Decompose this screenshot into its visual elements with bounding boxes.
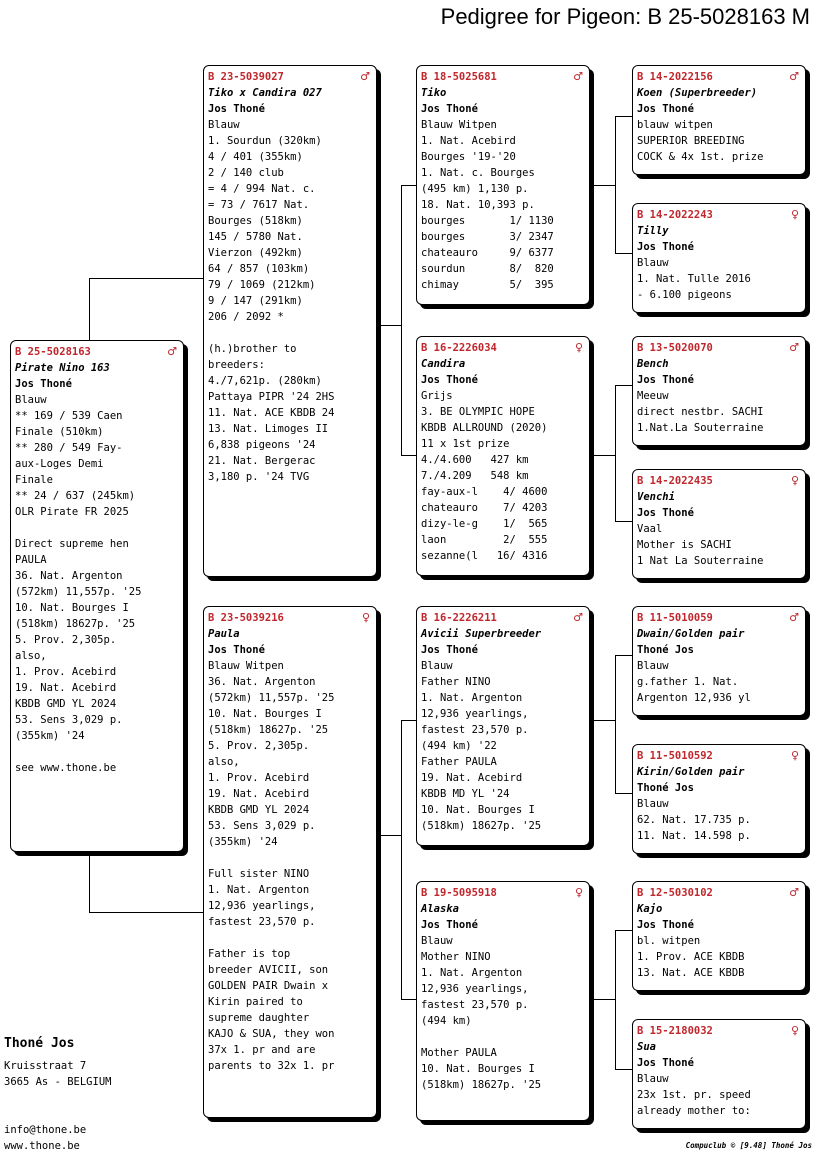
performance-line: bourges 1/ 1130	[421, 215, 554, 227]
performance-line: 1. Prov. Acebird	[15, 666, 117, 678]
performance-line: Mother NINO	[421, 951, 491, 963]
performance-line: = 73 / 7617 Nat.	[208, 199, 310, 211]
performance-line: 13. Nat. Limoges II	[208, 423, 329, 435]
performance-line: (518km) 18627p. '25	[208, 724, 329, 736]
pigeon-name: Sua	[637, 1041, 656, 1053]
owner-city: 3665 As - BELGIUM	[4, 1076, 112, 1088]
performance-line: supreme daughter	[208, 1012, 310, 1024]
performance-line: KBDB MD YL '24	[421, 788, 510, 800]
breeder-name: Jos Thoné	[637, 919, 694, 931]
performance-line: sourdun 8/ 820	[421, 263, 554, 275]
ring-number	[421, 885, 585, 901]
ring-number	[637, 207, 801, 223]
performance-line: 1. Nat. Argenton	[421, 967, 523, 979]
performance-line: ** 24 / 637 (245km)	[15, 490, 136, 502]
performance-line: SUPERIOR BREEDING	[637, 135, 745, 147]
pigeon-color: Blauw Witpen	[208, 660, 284, 672]
pigeon-name: Tiko x Candira 027	[208, 87, 322, 99]
performance-line: Direct supreme hen	[15, 538, 129, 550]
ring-number-text: B 15-2180032	[637, 1025, 713, 1037]
performance-line: fastest 23,570 p.	[421, 999, 529, 1011]
pigeon-color: Blauw	[421, 935, 453, 947]
pigeon-name: Pirate Nino 163	[15, 362, 110, 374]
performance-line: (355km) '24	[15, 730, 85, 742]
pigeon-card-dam-dam[interactable]	[416, 881, 590, 1121]
owner-name: Thoné Jos	[4, 1036, 75, 1051]
performance-line: 19. Nat. Acebird	[208, 788, 310, 800]
breeder-name: Jos Thoné	[421, 103, 478, 115]
pigeon-color: Vaal	[637, 523, 663, 535]
pigeon-card-sire-dam-dam[interactable]	[632, 469, 806, 579]
ring-number	[637, 748, 801, 764]
performance-line: Father PAULA	[421, 756, 497, 768]
performance-line: Father is top	[208, 948, 291, 960]
performance-line: ** 169 / 539 Caen	[15, 410, 123, 422]
pigeon-name: Bench	[637, 358, 669, 370]
performance-line: 13. Nat. ACE KBDB	[637, 967, 745, 979]
ring-number	[208, 610, 372, 626]
performance-line: 7./4.209 548 km	[421, 470, 529, 482]
performance-line: (518km) 18627p. '25	[15, 618, 136, 630]
ring-number	[421, 340, 585, 356]
performance-line: see www.thone.be	[15, 762, 117, 774]
performance-line: PAULA	[15, 554, 47, 566]
pigeon-color: Blauw	[637, 257, 669, 269]
performance-line: 3,180 p. '24 TVG	[208, 471, 310, 483]
performance-line: Father NINO	[421, 676, 491, 688]
performance-line: 11 x 1st prize	[421, 438, 510, 450]
breeder-name: Jos Thoné	[421, 374, 478, 386]
performance-line: Pattaya PIPR '24 2HS	[208, 391, 335, 403]
performance-line: Bourges '19-'20	[421, 151, 516, 163]
female-icon: ♀	[790, 208, 799, 221]
performance-line	[15, 520, 179, 536]
performance-line: 6,838 pigeons '24	[208, 439, 316, 451]
pigeon-name: Dwain/Golden pair	[637, 628, 745, 640]
performance-line: 64 / 857 (103km)	[208, 263, 310, 275]
pigeon-name: Koen (Superbreeder)	[637, 87, 758, 99]
pigeon-card-sire-dam-sire[interactable]	[632, 336, 806, 446]
breeder-name: Jos Thoné	[208, 103, 265, 115]
pigeon-color: Blauw	[208, 119, 240, 131]
breeder-name: Jos Thoné	[637, 374, 694, 386]
breeder-name: Jos Thoné	[637, 241, 694, 253]
performance-line	[208, 850, 372, 866]
ring-number-text: B 16-2226211	[421, 612, 497, 624]
breeder-name: Jos Thoné	[421, 644, 478, 656]
performance-line: (572km) 11,557p. '25	[208, 692, 335, 704]
performance-line: Mother PAULA	[421, 1047, 497, 1059]
male-icon: ♂	[167, 345, 177, 358]
performance-line: 5. Prov. 2,305p.	[15, 634, 117, 646]
performance-line: Kirin paired to	[208, 996, 303, 1008]
breeder-name: Jos Thoné	[637, 507, 694, 519]
performance-line: 10. Nat. Bourges I	[15, 602, 129, 614]
performance-line: laon 2/ 555	[421, 534, 548, 546]
performance-line: KAJO & SUA, they won	[208, 1028, 335, 1040]
pigeon-color: Blauw Witpen	[421, 119, 497, 131]
performance-line: 2 / 140 club	[208, 167, 284, 179]
performance-line: 1. Prov. ACE KBDB	[637, 951, 745, 963]
ring-number-text: B 18-5025681	[421, 71, 497, 83]
ring-number	[15, 344, 179, 360]
performance-line: (572km) 11,557p. '25	[15, 586, 142, 598]
female-icon: ♀	[574, 886, 583, 899]
pigeon-name: Kajo	[637, 903, 663, 915]
performance-line: 1.Nat.La Souterraine	[637, 422, 764, 434]
male-icon: ♂	[789, 341, 799, 354]
male-icon: ♂	[789, 886, 799, 899]
ring-number	[637, 340, 801, 356]
pigeon-name: Paula	[208, 628, 240, 640]
performance-line: (518km) 18627p. '25	[421, 820, 542, 832]
performance-line: aux-Loges Demi	[15, 458, 104, 470]
performance-line	[421, 1029, 585, 1045]
pigeon-card-dam-dam-dam[interactable]	[632, 1019, 806, 1129]
ring-number-text: B 11-5010059	[637, 612, 713, 624]
breeder-name: Thoné Jos	[637, 782, 694, 794]
breeder-name: Jos Thoné	[637, 103, 694, 115]
performance-line: 1 Nat La Souterraine	[637, 555, 764, 567]
performance-line: 9 / 147 (291km)	[208, 295, 303, 307]
pigeon-color: blauw witpen	[637, 119, 713, 131]
performance-line: chimay 5/ 395	[421, 279, 554, 291]
performance-line: (494 km) '22	[421, 740, 497, 752]
breeder-name: Thoné Jos	[637, 644, 694, 656]
performance-line: (494 km)	[421, 1015, 472, 1027]
page-title: Pedigree for Pigeon: B 25-5028163 M	[440, 4, 810, 29]
performance-line: 1. Nat. Acebird	[421, 135, 516, 147]
performance-line: also,	[15, 650, 47, 662]
pigeon-name: Tilly	[637, 225, 669, 237]
pigeon-card-dam-sire-dam[interactable]	[632, 744, 806, 854]
performance-line	[15, 744, 179, 760]
owner-email[interactable]: info@thone.be	[4, 1124, 87, 1136]
breeder-name: Jos Thoné	[421, 919, 478, 931]
performance-line: 10. Nat. Bourges I	[208, 708, 322, 720]
performance-line: GOLDEN PAIR Dwain x	[208, 980, 329, 992]
performance-line: fastest 23,570 p.	[208, 916, 316, 928]
ring-number-text: B 25-5028163	[15, 346, 91, 358]
pigeon-color: Blauw	[637, 798, 669, 810]
ring-number	[208, 69, 372, 85]
breeder-name: Jos Thoné	[15, 378, 72, 390]
performance-line: Bourges (518km)	[208, 215, 303, 227]
pigeon-color: Grijs	[421, 390, 453, 402]
performance-line: chateauro 7/ 4203	[421, 502, 548, 514]
pigeon-card-sire[interactable]	[203, 65, 377, 577]
ring-number-text: B 23-5039027	[208, 71, 284, 83]
performance-line: 10. Nat. Bourges I	[421, 804, 535, 816]
performance-line: 79 / 1069 (212km)	[208, 279, 316, 291]
female-icon: ♀	[790, 1024, 799, 1037]
performance-line: 4./7,621p. (280km)	[208, 375, 322, 387]
breeder-name: Jos Thoné	[637, 1057, 694, 1069]
ring-number	[637, 1023, 801, 1039]
performance-line	[208, 930, 372, 946]
female-icon: ♀	[790, 749, 799, 762]
performance-line: also,	[208, 756, 240, 768]
performance-line: chateauro 9/ 6377	[421, 247, 554, 259]
pigeon-card-dam[interactable]	[203, 606, 377, 1118]
performance-line: Mother is SACHI	[637, 539, 732, 551]
pigeon-color: bl. witpen	[637, 935, 701, 947]
performance-line: 1. Nat. Argenton	[208, 884, 310, 896]
performance-line: 3. BE OLYMPIC HOPE	[421, 406, 535, 418]
ring-number	[421, 610, 585, 626]
performance-line: 36. Nat. Argenton	[208, 676, 316, 688]
performance-line: 4./4.600 427 km	[421, 454, 529, 466]
pigeon-card-dam-sire-sire[interactable]	[632, 606, 806, 716]
ring-number	[637, 473, 801, 489]
pigeon-card-sire-sire-dam[interactable]	[632, 203, 806, 313]
performance-line: Vierzon (492km)	[208, 247, 303, 259]
performance-line: 12,936 yearlings,	[421, 983, 529, 995]
ring-number	[421, 69, 585, 85]
pigeon-name: Venchi	[637, 491, 675, 503]
ring-number-text: B 11-5010592	[637, 750, 713, 762]
pigeon-card-sire-dam[interactable]	[416, 336, 590, 576]
pigeon-name: Kirin/Golden pair	[637, 766, 745, 778]
performance-line: 4 / 401 (355km)	[208, 151, 303, 163]
footer-credit: Compuclub © [9.48] Thoné Jos	[685, 1141, 812, 1150]
performance-line: (495 km) 1,130 p.	[421, 183, 529, 195]
pigeon-color: Blauw	[637, 660, 669, 672]
performance-line: 206 / 2092 *	[208, 311, 284, 323]
performance-line: 11. Nat. ACE KBDB 24	[208, 407, 335, 419]
performance-line: dizy-le-g 1/ 565	[421, 518, 548, 530]
performance-line: 145 / 5780 Nat.	[208, 231, 303, 243]
performance-line: g.father 1. Nat.	[637, 676, 739, 688]
pigeon-card-sire-sire-sire[interactable]	[632, 65, 806, 175]
performance-line: 36. Nat. Argenton	[15, 570, 123, 582]
performance-line: breeder AVICII, son	[208, 964, 329, 976]
performance-line: 10. Nat. Bourges I	[421, 1063, 535, 1075]
performance-line: 1. Nat. Tulle 2016	[637, 273, 751, 285]
performance-line: 23x 1st. pr. speed	[637, 1089, 751, 1101]
ring-number-text: B 14-2022435	[637, 475, 713, 487]
owner-website[interactable]: www.thone.be	[4, 1140, 80, 1152]
performance-line: = 4 / 994 Nat. c.	[208, 183, 316, 195]
performance-line: 1. Prov. Acebird	[208, 772, 310, 784]
performance-line: direct nestbr. SACHI	[637, 406, 764, 418]
pigeon-name: Candira	[421, 358, 466, 370]
performance-line: 53. Sens 3,029 p.	[15, 714, 123, 726]
pigeon-card-dam-dam-sire[interactable]	[632, 881, 806, 991]
ring-number-text: B 14-2022156	[637, 71, 713, 83]
female-icon: ♀	[790, 474, 799, 487]
ring-number	[637, 69, 801, 85]
performance-line: COCK & 4x 1st. prize	[637, 151, 764, 163]
performance-line: Finale	[15, 474, 53, 486]
ring-number-text: B 12-5030102	[637, 887, 713, 899]
performance-line: 62. Nat. 17.735 p.	[637, 814, 751, 826]
performance-line: - 6.100 pigeons	[637, 289, 732, 301]
performance-line: 1. Nat. c. Bourges	[421, 167, 535, 179]
performance-line: KBDB ALLROUND (2020)	[421, 422, 548, 434]
pigeon-color: Blauw	[15, 394, 47, 406]
pigeon-name: Tiko	[421, 87, 447, 99]
performance-line: (355km) '24	[208, 836, 278, 848]
pigeon-name: Avicii Superbreeder	[421, 628, 542, 640]
male-icon: ♂	[573, 611, 583, 624]
performance-line: 19. Nat. Acebird	[15, 682, 117, 694]
performance-line: 37x 1. pr and are	[208, 1044, 316, 1056]
owner-street: Kruisstraat 7	[4, 1060, 87, 1072]
performance-line: OLR Pirate FR 2025	[15, 506, 129, 518]
performance-line: KBDB GMD YL 2024	[15, 698, 117, 710]
performance-line: (h.)brother to	[208, 343, 297, 355]
performance-line: (518km) 18627p. '25	[421, 1079, 542, 1091]
ring-number-text: B 23-5039216	[208, 612, 284, 624]
performance-line: ** 280 / 549 Fay-	[15, 442, 123, 454]
performance-line: 53. Sens 3,029 p.	[208, 820, 316, 832]
ring-number	[637, 885, 801, 901]
performance-line: fastest 23,570 p.	[421, 724, 529, 736]
pigeon-card-dam-sire[interactable]	[416, 606, 590, 846]
performance-line: 19. Nat. Acebird	[421, 772, 523, 784]
pigeon-card-sire-sire[interactable]	[416, 65, 590, 305]
performance-line: KBDB GMD YL 2024	[208, 804, 310, 816]
pigeon-color: Blauw	[637, 1073, 669, 1085]
performance-line: 18. Nat. 10,393 p.	[421, 199, 535, 211]
performance-line: 5. Prov. 2,305p.	[208, 740, 310, 752]
performance-line: fay-aux-l 4/ 4600	[421, 486, 548, 498]
performance-line: 11. Nat. 14.598 p.	[637, 830, 751, 842]
performance-line: 12,936 yearlings,	[421, 708, 529, 720]
performance-line: sezanne(l 16/ 4316	[421, 550, 548, 562]
performance-line: 1. Sourdun (320km)	[208, 135, 322, 147]
pigeon-name: Alaska	[421, 903, 459, 915]
female-icon: ♀	[574, 341, 583, 354]
pigeon-card-subject[interactable]	[10, 340, 184, 852]
male-icon: ♂	[789, 70, 799, 83]
performance-line: Argenton 12,936 yl	[637, 692, 751, 704]
performance-line: 1. Nat. Argenton	[421, 692, 523, 704]
ring-number-text: B 14-2022243	[637, 209, 713, 221]
performance-line: bourges 3/ 2347	[421, 231, 554, 243]
performance-line: Full sister NINO	[208, 868, 310, 880]
ring-number-text: B 19-5095918	[421, 887, 497, 899]
pigeon-color: Meeuw	[637, 390, 669, 402]
male-icon: ♂	[573, 70, 583, 83]
performance-line: already mother to:	[637, 1105, 751, 1117]
male-icon: ♂	[360, 70, 370, 83]
female-icon: ♀	[361, 611, 370, 624]
performance-line: Finale (510km)	[15, 426, 104, 438]
ring-number-text: B 13-5020070	[637, 342, 713, 354]
ring-number	[637, 610, 801, 626]
performance-line: parents to 32x 1. pr	[208, 1060, 335, 1072]
performance-line: 12,936 yearlings,	[208, 900, 316, 912]
pigeon-color: Blauw	[421, 660, 453, 672]
male-icon: ♂	[789, 611, 799, 624]
performance-line: 21. Nat. Bergerac	[208, 455, 316, 467]
performance-line: breeders:	[208, 359, 265, 371]
breeder-name: Jos Thoné	[208, 644, 265, 656]
ring-number-text: B 16-2226034	[421, 342, 497, 354]
performance-line	[208, 325, 372, 341]
